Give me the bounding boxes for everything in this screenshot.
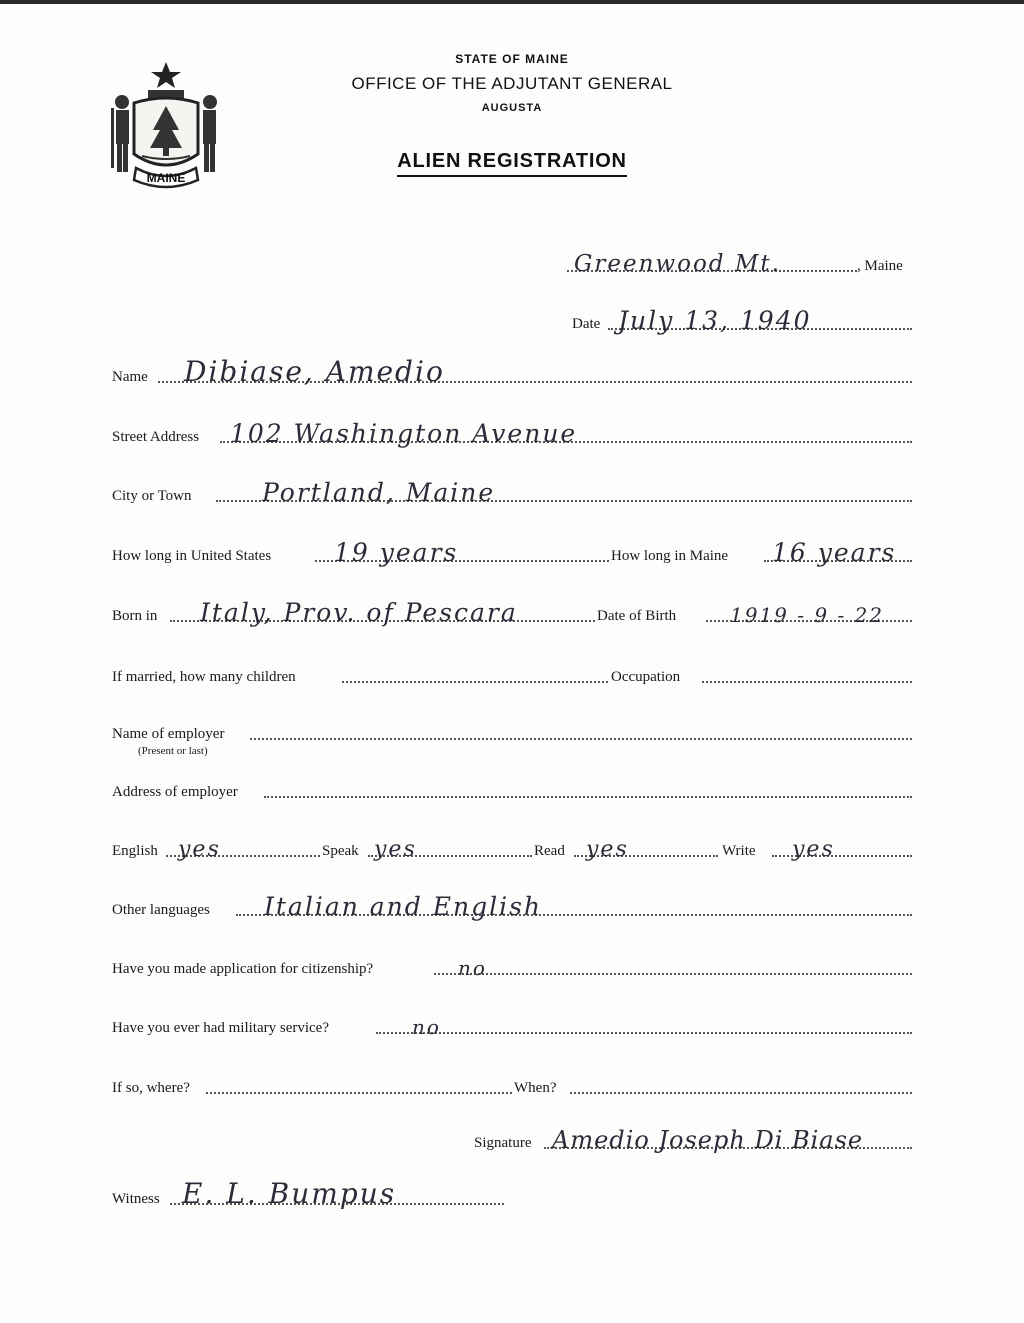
citizenship-line xyxy=(434,973,912,975)
name-label: Name xyxy=(112,369,148,385)
name-value[interactable]: Dibiase, Amedio xyxy=(184,355,445,388)
employer-address-row xyxy=(112,771,912,801)
other-languages-value[interactable]: Italian and English xyxy=(264,892,543,921)
born-row xyxy=(112,595,912,625)
occupation-line[interactable] xyxy=(702,681,912,683)
date-of-birth-value[interactable]: 1919 - 9 - 22 xyxy=(730,603,885,627)
read-label: Read xyxy=(534,843,565,859)
speak-value[interactable]: yes xyxy=(374,837,417,862)
other-languages-label: Other languages xyxy=(112,902,210,918)
when-line[interactable] xyxy=(570,1092,912,1094)
witness-value[interactable]: E. L. Bumpus xyxy=(182,1177,397,1210)
header-office: OFFICE OF THE ADJUTANT GENERAL xyxy=(351,74,673,93)
employer-row xyxy=(112,713,912,757)
citizenship-value[interactable]: no xyxy=(458,956,487,980)
write-value[interactable]: yes xyxy=(792,837,835,862)
english-value[interactable]: yes xyxy=(178,837,221,862)
children-label: If married, how many children xyxy=(112,669,296,685)
english-row xyxy=(112,830,912,860)
employer-sublabel: (Present or last) xyxy=(138,745,208,757)
street-label: Street Address xyxy=(112,429,200,445)
form-title xyxy=(0,150,1024,173)
how-long-us-value[interactable]: 19 years xyxy=(334,538,459,567)
where-when-row xyxy=(112,1067,912,1097)
signature-row xyxy=(112,1122,912,1152)
how-long-maine-label: How long in Maine xyxy=(611,548,729,564)
location-value[interactable]: Greenwood Mt. xyxy=(574,251,781,277)
how-long-row xyxy=(112,535,912,565)
children-row xyxy=(112,656,912,686)
employer-address-label: Address of employer xyxy=(112,784,238,800)
citizenship-label: Have you made application for citizenship? xyxy=(112,961,374,977)
city-label: City or Town xyxy=(112,488,192,504)
how-long-us-label: How long in United States xyxy=(112,548,272,564)
english-label: English xyxy=(112,843,158,859)
location-suffix: , Maine xyxy=(857,258,903,274)
where-label: If so, where? xyxy=(112,1080,190,1096)
speak-label: Speak xyxy=(322,843,359,859)
signature-value[interactable]: Amedio Joseph Di Biase xyxy=(552,1126,864,1154)
how-long-maine-value[interactable]: 16 years xyxy=(772,538,897,567)
when-label: When? xyxy=(514,1080,557,1096)
where-line[interactable] xyxy=(206,1092,512,1094)
street-row xyxy=(112,416,912,446)
other-languages-row xyxy=(112,889,912,919)
date-row xyxy=(112,303,912,333)
name-row xyxy=(112,356,912,386)
employer-line[interactable] xyxy=(250,738,912,740)
write-label: Write xyxy=(722,843,756,859)
date-of-birth-label: Date of Birth xyxy=(597,608,677,624)
header-state: STATE OF MAINE xyxy=(455,52,569,66)
city-row xyxy=(112,475,912,505)
signature-label: Signature xyxy=(474,1135,532,1151)
read-value[interactable]: yes xyxy=(586,837,629,862)
date-value[interactable]: July 13, 1940 xyxy=(618,306,812,335)
military-label: Have you ever had military service? xyxy=(112,1020,329,1036)
form-title-text: ALIEN REGISTRATION xyxy=(397,150,627,177)
city-value[interactable]: Portland, Maine xyxy=(262,478,496,507)
citizenship-row xyxy=(112,948,912,978)
header-city: AUGUSTA xyxy=(481,102,543,114)
occupation-label: Occupation xyxy=(611,669,681,685)
military-row xyxy=(112,1007,912,1037)
witness-row xyxy=(112,1178,912,1208)
military-value[interactable]: no xyxy=(412,1015,441,1039)
street-value[interactable]: 102 Washington Avenue xyxy=(230,419,578,448)
scan-top-edge xyxy=(0,0,1024,4)
date-label: Date xyxy=(572,316,601,332)
military-line xyxy=(376,1032,912,1034)
seal-text: MAINE xyxy=(146,171,186,185)
employer-label: Name of employer xyxy=(112,726,225,742)
location-row xyxy=(112,245,912,275)
born-in-label: Born in xyxy=(112,608,158,624)
children-line[interactable] xyxy=(342,681,608,683)
employer-address-line[interactable] xyxy=(264,796,912,798)
witness-label: Witness xyxy=(112,1191,160,1207)
born-in-value[interactable]: Italy, Prov. of Pescara xyxy=(200,598,518,627)
